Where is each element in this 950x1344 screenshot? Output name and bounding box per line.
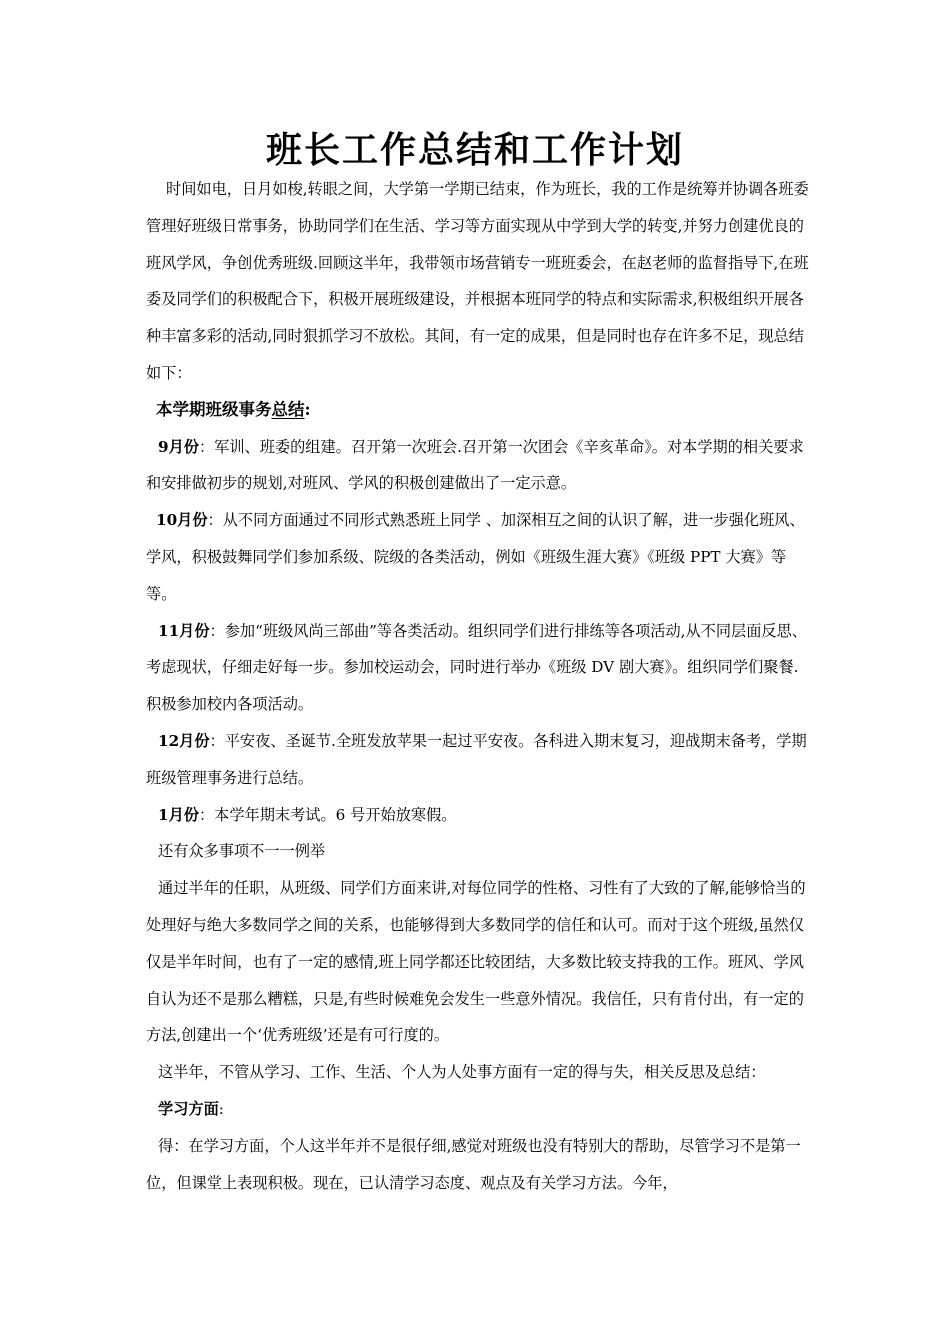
gains-losses-paragraph: 这半年，不管从学习、工作、生活、个人为人处事方面有一定的得与失，相关反思及总结：	[158, 1063, 766, 1082]
document-body	[146, 171, 810, 1201]
document-title: 班长工作总结和工作计划	[265, 129, 684, 171]
month-label: 9月份	[158, 437, 199, 456]
month-text: 军训、班委的组建。召开第一次班会.召开第一次团会《辛亥革命》。对本学期的相关要求和安排做初步的规划,对班风、学风的积极创建做出了一定示意。	[146, 437, 804, 493]
study-heading	[146, 1091, 810, 1128]
section-heading-text: 本学期班级事务	[156, 399, 272, 419]
month-text: 本学年期末考试。6 号开始放寒假。	[214, 805, 457, 824]
month-entry-dec	[146, 723, 810, 797]
month-text: 平安夜、圣诞节.全班发放苹果一起过平安夜。各科进入期末复习，迎战期末备考，学期班级管理事务进行总结。	[146, 731, 807, 787]
section-heading-underlined: 总结	[271, 399, 305, 419]
reflection-paragraph: 通过半年的任职，从班级、同学们方面来讲,对每位同学的性格、习性有了大致的了解,能够恰当的处理好与绝大多数同学之间的关系，也能够得到大多数同学的信任和认可。而对于这个班级,虽然仅仅是半年时间，也有了一定的感情,班上同学都还比较团结，大多数比较支持我的工作。班风、学风自认为还不是那么糟糕，只是,有些时候难免会发生一些意外情况。我信任，只有肯付出，有一定的方法,创建出一个‘优秀班级’还是有可行度的。	[146, 879, 806, 1045]
section-heading-colon: :	[304, 399, 311, 419]
month-text: 参加“班级风尚三部曲”等各类活动。组织同学们进行排练等各项活动,从不同层面反思、考虑现状，仔细走好每一步。参加校运动会，同时进行举办《班级 DV 剧大赛》。组织同学们聚餐.积极参加校内各项活动。	[146, 621, 807, 714]
month-entry-oct	[146, 502, 810, 612]
month-separator: ：	[207, 511, 223, 530]
intro-paragraph: 时间如电，日月如梭,转眼之间，大学第一学期已结束，作为班长，我的工作是统筹并协调各班委管理好班级日常事务，协助同学们在生活、学习等方面实现从中学到大学的转变,并努力创建优良的班风学风，争创优秀班级.回顾这半年，我带领市场营销专一班班委会，在赵老师的监督指导下,在班委及同学们的积极配合下，积极开展班级建设，并根据本班同学的特点和实际需求,积极组织开展各种丰富多彩的活动,同时狠抓学习不放松。其间，有一定的成果，但是同时也存在许多不足，现总结如下：	[146, 180, 809, 382]
month-label: 1月份	[158, 805, 199, 824]
study-gain-paragraph: 得：在学习方面，个人这半年并不是很仔细,感觉对班级也没有特别大的帮助，尽管学习不是第一位，但课堂上表现积极。现在，已认清学习态度、观点及有关学习方法。今年，	[146, 1136, 801, 1192]
month-text: 从不同方面通过不同形式熟悉班上同学 、加深相互之间的认识了解，进一步强化班风、学风，积极鼓舞同学们参加系级、院级的各类活动，例如《班级生涯大赛》《班级 PPT 大赛》等等。	[146, 511, 805, 603]
month-label: 11月份	[158, 621, 210, 640]
month-separator: ：	[198, 805, 215, 824]
month-separator: ：	[209, 731, 225, 750]
month-entry-jan	[146, 797, 810, 834]
study-heading-colon: :	[218, 1099, 224, 1118]
month-label: 10月份	[156, 511, 208, 530]
section-heading	[146, 392, 810, 429]
month-label: 12月份	[158, 731, 210, 750]
month-separator: ：	[198, 437, 215, 456]
study-heading-text: 学习方面	[158, 1099, 219, 1118]
month-entry-nov	[146, 613, 810, 723]
misc-note: 还有众多事项不一一例举	[158, 842, 326, 861]
month-separator: ：	[209, 621, 225, 640]
month-entry-sep	[146, 429, 810, 503]
